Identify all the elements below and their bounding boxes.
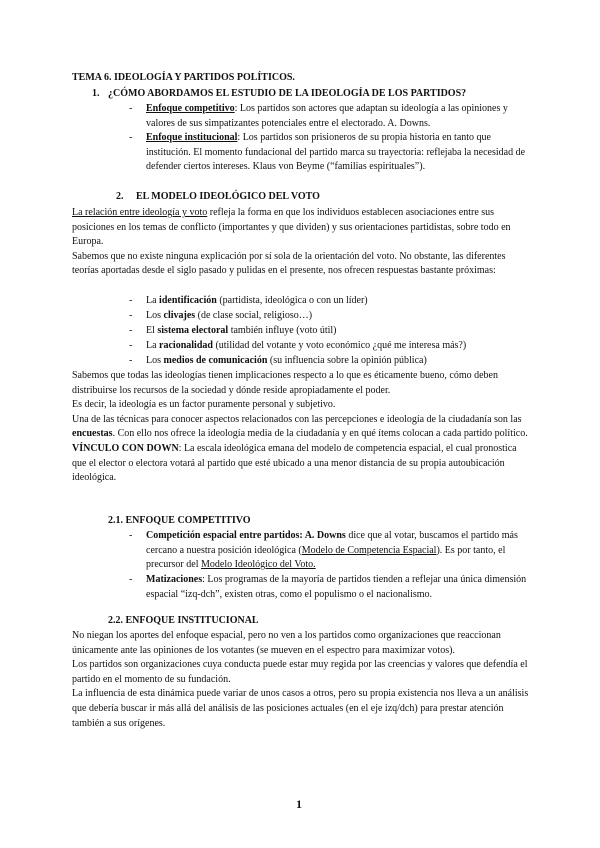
section-1-heading (92, 87, 466, 102)
section-1-title: ¿CÓMO ABORDAMOS EL ESTUDIO DE LA IDEOLOGÍA DE LOS PARTIDOS? (108, 88, 467, 99)
bullet-dash: - (129, 132, 133, 143)
paragraph-text: : La escala ideológica emana del modelo de competencia espacial, el cual pronostica que el elector o electora votará al partido que esté ubicado a una menor distancia de su propia autoubicación ideológica. (72, 442, 517, 484)
bullet-text (146, 573, 529, 602)
subsection-2-2-body (72, 629, 530, 731)
section-2-intro (72, 206, 530, 279)
item-prefix: La (146, 340, 160, 351)
item-text: (de clase social, religioso…) (195, 310, 313, 321)
item-term: racionalidad (159, 340, 213, 351)
page-title: TEMA 6. IDEOLOGÍA Y PARTIDOS POLÍTICOS. (72, 72, 295, 83)
paragraph: La influencia de esta dinámica puede variar de unos casos a otros, pero su propia existencia nos lleva a un análisis que debería buscar ir más allá del análisis de las posiciones actuales (en el eje izq/dch) para prestar atención también a sus orígenes. (72, 688, 529, 729)
bullet-term: Enfoque institucional (146, 132, 238, 143)
paragraph: Sabemos que todas las ideologías tienen implicaciones respecto a lo que es éticamente bueno, cómo deben distribuirse los recursos de la sociedad y dónde reside apropiadamente el poder. (72, 370, 498, 396)
subsection-2-1-heading: 2.1. ENFOQUE COMPETITIVO (108, 515, 251, 526)
bullet-body: : Los programas de la mayoría de partidos tienden a reflejar una única dimensión espacial “izq-dch”, existen otras, como el populismo o el nacionalismo. (146, 574, 527, 600)
paragraph (72, 442, 530, 486)
bullet-text (146, 354, 529, 369)
paragraph (72, 413, 530, 442)
item-term: clivajes (163, 310, 196, 321)
bullet-dash: - (129, 355, 133, 366)
bullet-body: : Los partidos son actores que adaptan su ideología a las opiniones y valores de sus simpatizantes potenciales entre el electorado. A. Downs. (146, 103, 508, 129)
section-2-body (72, 369, 530, 486)
item-prefix: El (146, 325, 158, 336)
paragraph: Es decir, la ideología es un factor puramente personal y subjetivo. (72, 399, 336, 411)
page-number: 1 (296, 797, 302, 811)
bullet-dash: - (129, 103, 133, 114)
item-prefix: La (146, 295, 160, 306)
bullet-body: ). Es por tanto, el precursor del (146, 544, 506, 571)
bullet-term: Matizaciones (146, 574, 203, 585)
underlined-phrase: Modelo de Competencia Espacial (301, 544, 437, 556)
bullet-text (146, 294, 529, 309)
bullet-term: Enfoque competitivo (146, 103, 235, 114)
bullet-body: dice que al votar, buscamos el partido más cercano a nuestra posición ideológica ( (146, 530, 518, 556)
item-term: medios de comunicación (163, 355, 268, 366)
bullet-text (146, 339, 529, 354)
bullet-dash: - (129, 530, 133, 541)
bullet-dash: - (129, 310, 133, 321)
item-term: sistema electoral (157, 325, 229, 336)
bullet-text (146, 309, 529, 324)
bullet-dash: - (129, 295, 133, 306)
bold-term: encuestas (72, 428, 113, 440)
item-text: también influye (voto útil) (228, 325, 337, 336)
item-term: identificación (159, 295, 217, 306)
item-text: (su influencia sobre la opinión pública) (267, 355, 427, 366)
item-text: (partidista, ideológica o con un líder) (216, 295, 368, 306)
paragraph: No niegan los aportes del enfoque espacial, pero no ven a los partidos como organizaciones que reaccionan únicamente ante las opiniones de los votantes (se mueven en el espectro para maximizar votos). (72, 630, 501, 656)
underlined-phrase: La relación entre ideología y voto (72, 207, 208, 218)
section-2-heading (116, 190, 320, 205)
underlined-phrase: Modelo Ideológico del Voto. (200, 559, 316, 571)
paragraph (72, 206, 530, 250)
bold-term: VÍNCULO CON DOWN (72, 442, 179, 454)
paragraph-text: Una de las técnicas para conocer aspectos relacionados con las percepciones e ideología de la ciudadanía son las (72, 413, 522, 425)
section-2-title: EL MODELO IDEOLÓGICO DEL VOTO (136, 191, 320, 202)
subsection-2-2-heading: 2.2. ENFOQUE INSTITUCIONAL (108, 615, 259, 626)
bullet-term: Competición espacial entre partidos: A. Downs (146, 530, 346, 541)
bullet-dash: - (129, 574, 133, 585)
item-text: (utilidad del votante y voto económico ¿qué me interesa más?) (212, 340, 467, 351)
bullet-text (146, 102, 529, 131)
paragraph: Sabemos que no existe ninguna explicación por sí sola de la orientación del voto. No obstante, las diferentes teorías aportadas desde el siglo pasado y pulidas en el presente, nos ofrecen respuestas bastante próximas: (72, 250, 506, 277)
bullet-text (146, 324, 529, 339)
section-1-number: 1. (92, 88, 100, 99)
bullet-text (146, 529, 529, 573)
bullet-body: : Los partidos son prisioneros de su propia historia en tanto que institución. El momento fundacional del partido marca su trayectoria: reflejaba la necesidad de defender ciertos intereses. Klaus von Beyme (“familias espirituales”). (146, 132, 526, 173)
item-prefix: Los (146, 310, 164, 321)
bullet-dash: - (129, 340, 133, 351)
paragraph-text: refleja la forma en que los individuos establecen asociaciones entre sus posiciones en los temas de conflicto (importantes y que dividen) y sus orientaciones partidistas, sobre todo en Europa. (72, 207, 511, 248)
paragraph-text: . Con ello nos ofrece la ideología media de la ciudadanía y en qué ítems colocan a cada partido político. (112, 428, 528, 440)
bullet-dash: - (129, 325, 133, 336)
paragraph: Los partidos son organizaciones cuya conducta puede estar muy regida por las creencias y valores que defendía el partido en el momento de su fundación. (72, 659, 528, 685)
section-2-number: 2. (116, 191, 124, 202)
bullet-text (146, 131, 529, 175)
item-prefix: Los (146, 355, 164, 366)
